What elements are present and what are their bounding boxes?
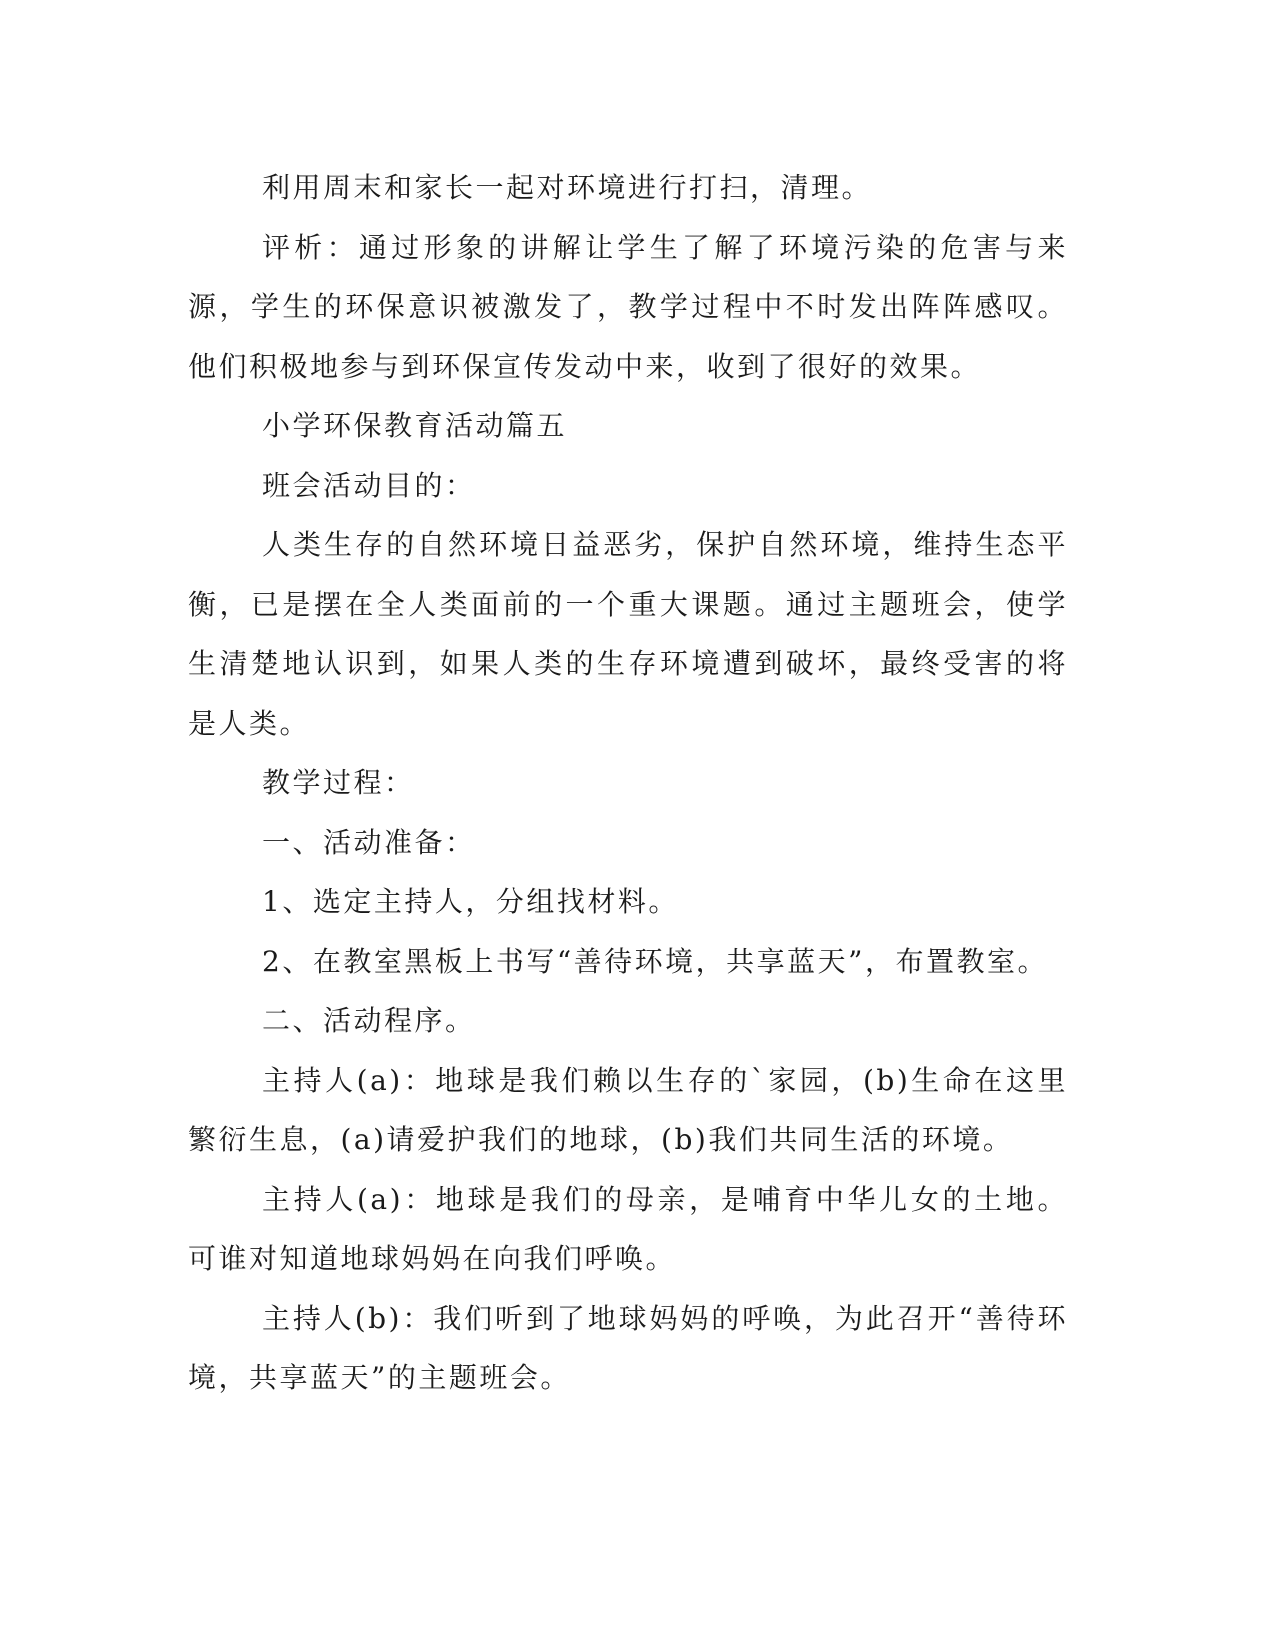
paragraph-teaching-process-heading: 教学过程： [262, 766, 415, 799]
paragraph-host-a-1: 主持人(a)：地球是我们赖以生存的`家园，(b)生命在这里繁衍生息，(a)请爱护我们的地球，(b)我们共同生活的环境。 [188, 1063, 1068, 1156]
paragraph-host-a-2: 主持人(a)：地球是我们的母亲，是哺育中华儿女的土地。可谁对知道地球妈妈在向我们呼唤。 [188, 1182, 1068, 1275]
paragraph-class-goal-heading: 班会活动目的： [262, 468, 476, 502]
paragraph-host-b: 主持人(b)：我们听到了地球妈妈的呼唤，为此召开“善待环境，共享蓝天”的主题班会。 [188, 1301, 1068, 1394]
paragraph-activity-preparation: 一、活动准备： [262, 825, 476, 859]
section-title: 小学环保教育活动篇五 [262, 409, 568, 442]
paragraph-class-goal: 人类生存的自然环境日益恶劣，保护自然环境，维持生态平衡，已是摆在全人类面前的一个重大课题。通过主题班会，使学生清楚地认识到，如果人类的生存环境遭到破坏，最终受害的将是人类。 [188, 528, 1068, 740]
paragraph-analysis: 评析：通过形象的讲解让学生了解了环境污染的危害与来源，学生的环保意识被激发了，教学过程中不时发出阵阵感叹。他们积极地参与到环保宣传发动中来，收到了很好的效果。 [188, 230, 1068, 383]
paragraph-weekend-cleanup: 利用周末和家长一起对环境进行打扫，清理。 [262, 171, 873, 204]
list-item-2: 2、在教室黑板上书写“善待环境，共享蓝天”，布置教室。 [262, 944, 1048, 978]
list-item-1: 1、选定主持人，分组找材料。 [262, 885, 679, 918]
paragraph-activity-procedure: 二、活动程序。 [262, 1004, 476, 1037]
document-body [188, 158, 1068, 1408]
